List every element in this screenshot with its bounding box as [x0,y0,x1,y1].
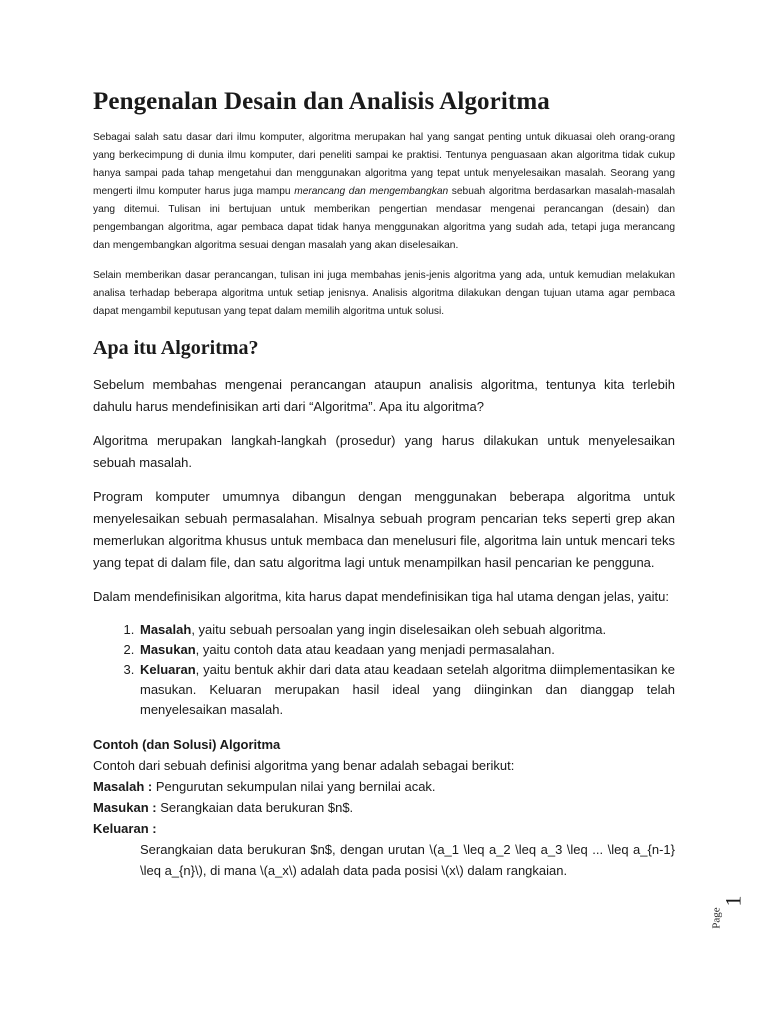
list-item-term: Masukan [140,642,196,657]
intro-paragraph-1 [93,129,675,255]
masalah-label: Masalah : [93,779,153,794]
list-item [138,640,675,660]
example-masalah [93,776,675,797]
example-section [93,734,675,881]
intro-section [93,129,675,321]
list-item-term: Masalah [140,622,192,637]
list-item-term: Keluaran [140,662,196,677]
masukan-text: Serangkaian data berukuran $n$. [156,800,354,815]
page-number: 1 [720,895,746,907]
list-item-desc: , yaitu contoh data atau keadaan yang menjadi permasalahan. [195,642,555,657]
list-item-desc: , yaitu sebuah persoalan yang ingin diselesaikan oleh sebuah algoritma. [191,622,607,637]
section-paragraph-1: Sebelum membahas mengenai perancangan ataupun analisis algoritma, tentunya kita terlebih dahulu harus mendefinisikan arti dari “Algoritma”. Apa itu algoritma? [93,377,675,414]
example-masukan [93,797,675,818]
list-item [138,620,675,640]
example-intro: Contoh dari sebuah definisi algoritma yang benar adalah sebagai berikut: [93,758,515,773]
document-page [93,88,675,881]
intro-p1-text-a: Sebagai salah satu dasar dari ilmu komputer, algoritma merupakan hal yang sangat penting untuk dikuasai oleh orang-orang yang berkecimpung di dunia ilmu komputer, dari peneliti sampai ke praktisi. Tentunya penguasaan akan algoritma tidak cukup hanya sampai pada tahap mengetahui dan menggunakan algoritma yang tepat untuk menyelesaikan masalah. Seorang yang mengerti ilmu komputer harus juga mampu [93,132,675,197]
definition-list [93,620,675,720]
intro-p1-emphasis: merancang dan mengembangkan [294,186,449,197]
example-keluaran [93,818,675,839]
example-heading-text: Contoh (dan Solusi) Algoritma [93,737,281,752]
section-paragraph-4: Dalam mendefinisikan algoritma, kita harus dapat mendefinisikan tiga hal utama dengan jelas, yaitu: [93,589,669,604]
example-heading [93,734,675,755]
page-label: Page [710,907,723,929]
keluaran-text: Serangkaian data berukuran $n$, dengan urutan \(a_1 \leq a_2 \leq a_3 \leq ... \leq a_{n-1} \leq a_{n}\), di mana \(a_x\) adalah data pada posisi \(x\) dalam rangkaian. [140,842,675,878]
document-title: Pengenalan Desain dan Analisis Algoritma [93,88,550,115]
page-number-footer [710,888,746,938]
masalah-text: Pengurutan sekumpulan nilai yang bernilai acak. [152,779,436,794]
intro-paragraph-2: Selain memberikan dasar perancangan, tulisan ini juga membahas jenis-jenis algoritma yang ada, untuk kemudian melakukan analisa terhadap beberapa algoritma untuk setiap jenisnya. Analisis algoritma dilakukan dengan tujuan utama agar pembaca dapat mengambil keputusan yang tepat dalam memilih algoritma untuk solusi. [93,270,675,317]
section-paragraph-2: Algoritma merupakan langkah-langkah (prosedur) yang harus dilakukan untuk menyelesaikan sebuah masalah. [93,433,675,470]
masukan-label: Masukan : [93,800,157,815]
list-item [138,660,675,720]
section-paragraph-3: Program komputer umumnya dibangun dengan menggunakan beberapa algoritma untuk menyelesaikan sebuah permasalahan. Misalnya sebuah program pencarian teks seperti grep akan memerlukan algoritma khusus untuk membaca dan menelusuri file, algoritma lain untuk mencari teks yang tepat di dalam file, dan satu algoritma lagi untuk menampilkan hasil pencarian ke pengguna. [93,489,675,570]
list-item-desc: , yaitu bentuk akhir dari data atau keadaan setelah algoritma diimplementasikan ke masukan. Keluaran merupakan hasil ideal yang diinginkan dan dianggap telah menyelesaikan masalah. [140,662,675,717]
keluaran-label: Keluaran : [93,821,157,836]
section-body [93,374,675,608]
intro-p1-text-b: sebuah algoritma berdasarkan masalah-masalah yang ditemui. Tulisan ini bertujuan untuk memberikan pengertian mendasar mengenai perancangan (desain) dan pengembangan algoritma, agar pembaca dapat tidak hanya menggunakan algoritma yang sudah ada, tetapi juga merancang dan mengembangkan algoritma sesuai dengan masalah yang akan diselesaikan. [93,186,675,251]
section-heading: Apa itu Algoritma? [93,337,259,359]
